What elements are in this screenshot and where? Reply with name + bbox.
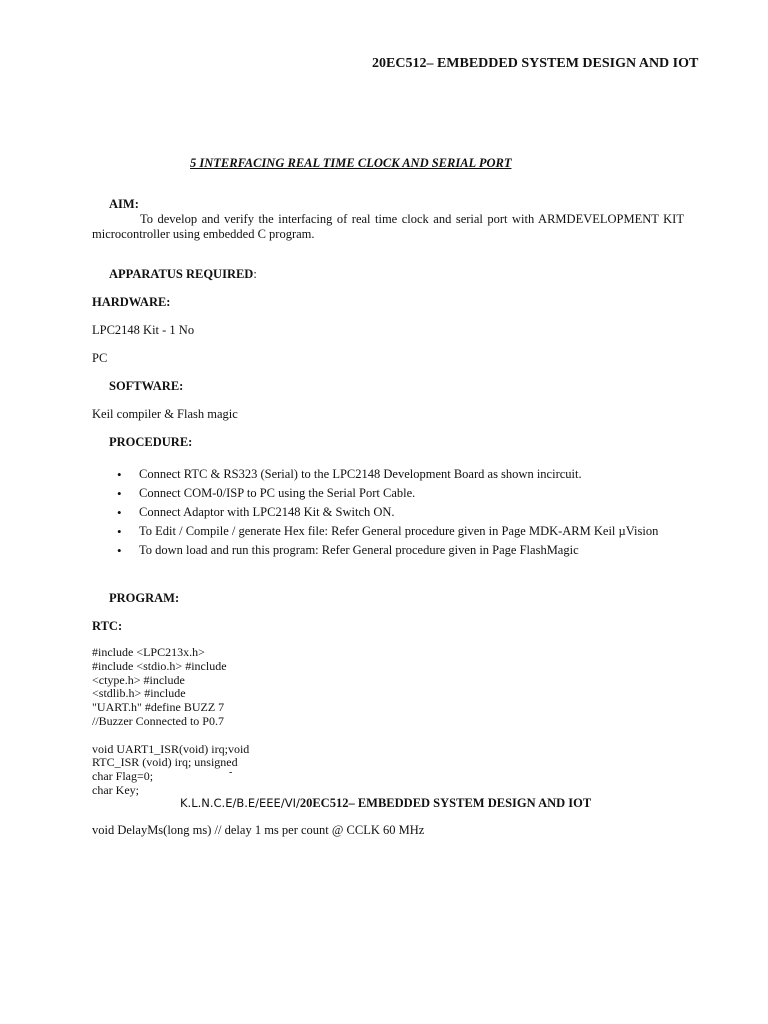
aim-text: To develop and verify the interfacing of real time clock and serial port with ARMDEVELOPMENT KIT microcontroller using embedded C program. xyxy=(92,212,684,241)
bullet-icon: • xyxy=(117,505,122,520)
procedure-step xyxy=(117,505,677,520)
procedure-heading: PROCEDURE: xyxy=(109,435,193,449)
procedure-step xyxy=(117,543,677,558)
stray-mark: - xyxy=(229,767,233,778)
code-listing: #include <LPC213x.h> #include <stdio.h> #include <ctype.h> #include <stdlib.h> #include "UART.h" #define BUZZ 7 //Buzzer Connected to P0.7 void UART1_ISR(void) irq;void RTC_ISR (void) irq; unsigned char Flag=0; char Key; xyxy=(92,645,250,797)
bullet-icon: • xyxy=(117,524,122,539)
procedure-step xyxy=(117,524,677,539)
procedure-step-text: To Edit / Compile / generate Hex file: Refer General procedure given in Page MDK-ARM Keil µVision xyxy=(139,524,659,538)
code-continuation-line: void DelayMs(long ms) // delay 1 ms per count @ CCLK 60 MHz xyxy=(92,823,425,837)
procedure-step-text: Connect RTC & RS323 (Serial) to the LPC2148 Development Board as shown incircuit. xyxy=(139,467,582,481)
aim-heading: AIM: xyxy=(109,197,139,211)
page-header-title: 20EC512– EMBEDDED SYSTEM DESIGN AND IOT xyxy=(372,56,699,71)
page-footer xyxy=(180,796,591,811)
apparatus-colon: : xyxy=(253,267,257,281)
bullet-icon: • xyxy=(117,467,122,482)
program-heading: PROGRAM: xyxy=(109,591,180,605)
procedure-step-text: Connect COM-0/ISP to PC using the Serial Port Cable. xyxy=(139,486,416,500)
aim-paragraph xyxy=(92,212,684,242)
procedure-list xyxy=(117,467,677,562)
apparatus-label: APPARATUS REQUIRED xyxy=(109,267,254,281)
rtc-heading: RTC: xyxy=(92,619,123,633)
procedure-step xyxy=(117,486,677,501)
experiment-title: 5 INTERFACING REAL TIME CLOCK AND SERIAL PORT xyxy=(190,156,512,170)
procedure-step xyxy=(117,467,677,482)
hardware-item: PC xyxy=(92,351,108,365)
footer-college-code: K.L.N.C.E/B.E/EEE/VI/ xyxy=(180,796,300,810)
apparatus-heading xyxy=(109,267,257,282)
footer-course-title: 20EC512– EMBEDDED SYSTEM DESIGN AND IOT xyxy=(299,796,592,810)
bullet-icon: • xyxy=(117,543,122,558)
software-item: Keil compiler & Flash magic xyxy=(92,407,238,421)
hardware-heading: HARDWARE: xyxy=(92,295,171,309)
hardware-item: LPC2148 Kit - 1 No xyxy=(92,323,195,337)
procedure-step-text: Connect Adaptor with LPC2148 Kit & Switch ON. xyxy=(139,505,395,519)
software-heading: SOFTWARE: xyxy=(109,379,184,393)
bullet-icon: • xyxy=(117,486,122,501)
procedure-step-text: To down load and run this program: Refer General procedure given in Page FlashMagic xyxy=(139,543,579,557)
